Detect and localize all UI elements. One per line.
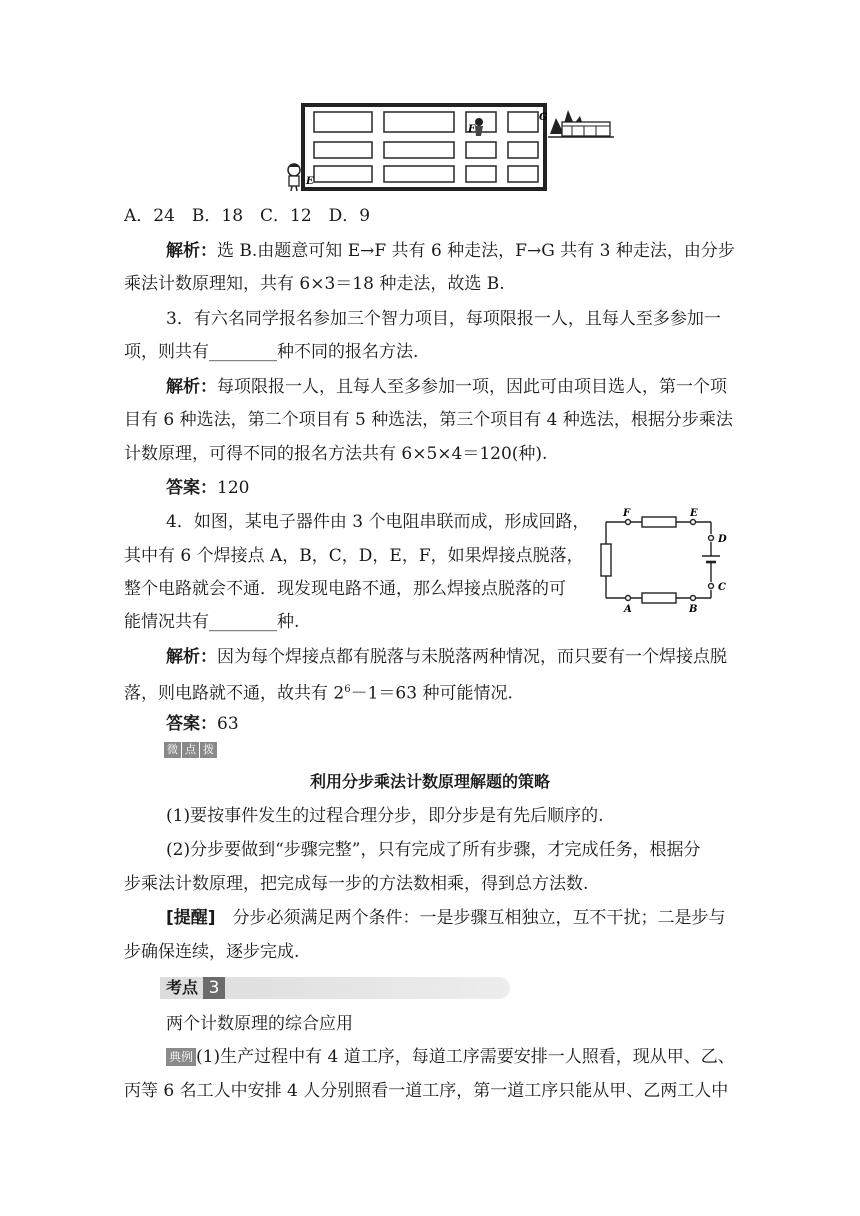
answer-value: 120 bbox=[217, 478, 250, 498]
q3-stem-line2: 项，则共有________种不同的报名方法. bbox=[124, 342, 419, 362]
tip-tag-char: 微 bbox=[164, 742, 181, 758]
q4-stem-line1: 4．如图，某电子器件由 3 个电阻串联而成，形成回路， bbox=[166, 512, 590, 532]
person-icon bbox=[288, 164, 300, 192]
maze-label-e: E bbox=[306, 176, 314, 187]
reminder-label: [提醒] bbox=[166, 908, 216, 928]
q2-analysis-text: 选 B.由题意可知 E→F 共有 6 种走法，F→G 共有 3 种走法，由分步 bbox=[217, 241, 735, 261]
circuit-diagram bbox=[598, 506, 748, 616]
q3-analysis-line2: 目有 6 种选法，第二个项目有 5 种选法，第三个项目有 4 种选法，根据分步乘法 bbox=[124, 410, 733, 430]
q3-analysis-line3: 计数原理，可得不同的报名方法共有 6×5×4＝120(种). bbox=[124, 444, 548, 464]
tip-tag-char: 点 bbox=[182, 742, 199, 758]
reminder-line1 bbox=[166, 907, 726, 929]
maze-label-g: G bbox=[539, 112, 548, 123]
q3-stem-line1: 3．有六名同学报名参加三个智力项目，每项限报一人，且每人至多参加一 bbox=[166, 309, 721, 329]
walker-icon bbox=[475, 118, 483, 136]
strategy-p2-line2: 步乘法计数原理，把完成每一步的方法数相乘，得到总方法数. bbox=[124, 874, 589, 894]
q4-answer bbox=[166, 713, 239, 735]
strategy-p1: (1)要按事件发生的过程合理分步，即分步是有先后顺序的. bbox=[166, 806, 604, 826]
kaodian-label: 考点 bbox=[166, 978, 199, 997]
answer-value: 63 bbox=[217, 714, 239, 734]
strategy-title: 利用分步乘法计数原理解题的策略 bbox=[309, 772, 550, 791]
section-title: 两个计数原理的综合应用 bbox=[166, 1014, 353, 1034]
analysis-label: 解析： bbox=[166, 647, 217, 667]
kaodian-number: 3 bbox=[203, 977, 225, 999]
example-line1: (1)生产过程中有 4 道工序，每道工序需要安排一人照看，现从甲、乙、 bbox=[196, 1047, 735, 1067]
q4-analysis-post: －1＝63 种可能情况. bbox=[350, 683, 513, 704]
building-icon bbox=[548, 110, 614, 137]
q4-analysis-line1 bbox=[166, 646, 727, 668]
circuit-label-b: B bbox=[689, 604, 698, 615]
example-line2: 丙等 6 名工人中安排 4 人分别照看一道工序，第一道工序只能从甲、乙两工人中 bbox=[124, 1081, 729, 1101]
reminder-line2: 步确保连续，逐步完成. bbox=[124, 942, 300, 962]
strategy-p2-line1: (2)分步要做到“步骤完整”，只有完成了所有步骤，才完成任务，根据分 bbox=[166, 840, 701, 860]
tip-tag bbox=[164, 742, 218, 758]
tip-tag-char: 拨 bbox=[200, 742, 217, 758]
q4-stem-line2: 其中有 6 个焊接点 A，B，C，D，E，F，如果焊接点脱落， bbox=[124, 546, 584, 566]
q3-answer bbox=[166, 477, 249, 499]
q2-analysis-line2: 乘法计数原理知，共有 6×3＝18 种走法，故选 B. bbox=[124, 274, 505, 294]
circuit-label-a: A bbox=[624, 604, 632, 615]
circuit-label-f: F bbox=[623, 508, 631, 519]
q3-analysis-text: 每项限报一人，且每人至多参加一项，因此可由项目选人，第一个项 bbox=[217, 377, 727, 397]
q4-stem-line4: 能情况共有________种. bbox=[124, 612, 300, 632]
q2-analysis-line1 bbox=[166, 240, 735, 262]
q3-analysis-line1 bbox=[166, 376, 727, 398]
q4-analysis-line2 bbox=[124, 679, 513, 705]
q4-analysis-text: 因为每个焊接点都有脱落与未脱落两种情况，而只要有一个焊接点脱 bbox=[217, 647, 727, 667]
maze-label-f: F bbox=[468, 124, 476, 135]
circuit-label-c: C bbox=[718, 582, 726, 593]
analysis-label: 解析： bbox=[166, 241, 217, 261]
analysis-label: 解析： bbox=[166, 377, 217, 397]
exponent: 6 bbox=[344, 684, 351, 695]
answer-label: 答案： bbox=[166, 714, 217, 734]
circuit-label-e: E bbox=[690, 508, 698, 519]
circuit-label-d: D bbox=[718, 534, 727, 545]
q4-analysis-pre: 落，则电路就不通，故共有 2 bbox=[124, 683, 345, 704]
q4-stem-line3: 整个电路就会不通．现发现电路不通，那么焊接点脱落的可 bbox=[124, 579, 566, 599]
street-map-figure bbox=[280, 100, 620, 192]
example-tag: 典例 bbox=[166, 1048, 196, 1066]
answer-label: 答案： bbox=[166, 478, 217, 498]
reminder-text: 分步必须满足两个条件：一是步骤互相独立，互不干扰；二是步与 bbox=[215, 908, 726, 928]
q2-options: A．24 B．18 C．12 D．9 bbox=[124, 206, 371, 226]
